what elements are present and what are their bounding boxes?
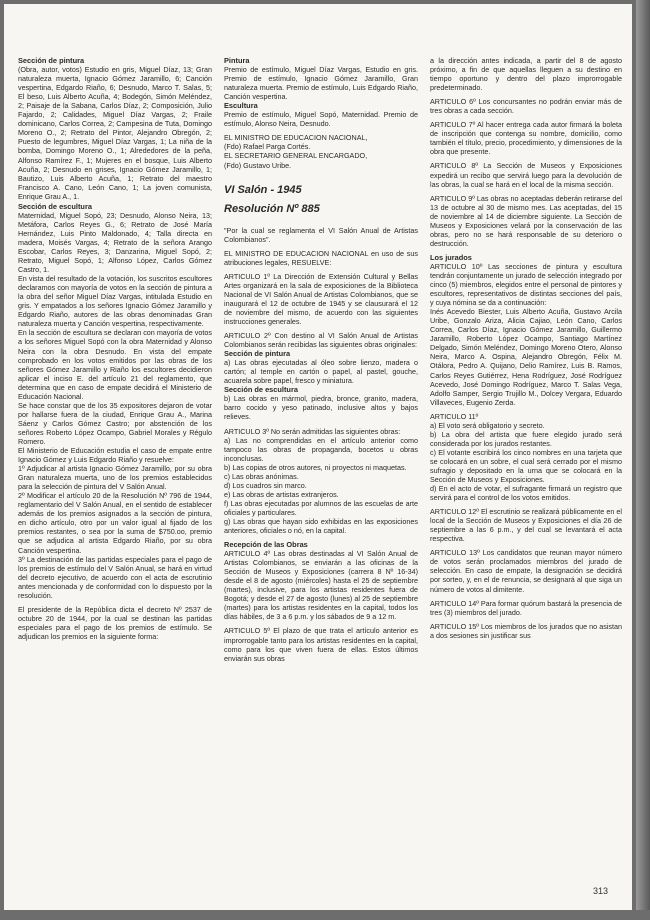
paragraph: ARTICULO 9º Las obras no aceptadas deberán retirarse del 13 de octubre al 30 de mismo mes. Las aceptadas, del 15 de noviembre al 14 de diciembre siguiente. La Sección de Museos y Exposiciones velará por la conservación de las obras, pero no se hará responsable de su deterioro o destrucción. [430,193,622,248]
document-page [4,4,632,910]
heading-escultura: Escultura [224,101,258,111]
heading-seccion-pintura: Sección de pintura [18,56,85,65]
signature-line: EL SECRETARIO GENERAL ENCARGADO, [224,151,368,161]
list-item: c) Las obras anónimas. [224,471,299,481]
signature-line: EL MINISTRO DE EDUCACION NACIONAL, [224,133,368,143]
paragraph: a la dirección antes indicada, a partir del 8 de agosto próximo, a fin de que aquellas lleguen a su destino en tiempo oportuno y dentro del plazo improrrogable predeterminado. [430,56,622,93]
list-item: a) El voto será obligatorio y secreto. [430,420,545,430]
paragraph: ARTICULO 13º Los candidatos que reunan mayor número de votos serán proclamados miembros del jurado de selección. En caso de empate, la designación se decidirá por sorteo, y, en el de renuncia, se designará al que siga un número de votos al dimitente. [430,548,622,594]
paragraph: ARTICULO 4º Las obras destinadas al VI Salón Anual de Artistas Colombianos, se enviarán a las oficinas de la Sección de Museos y Exposiciones (carrera 8 Nº 16-34) desde el 8 de agosto (miércoles) hasta el 25 de septiembre (martes), inclusive, para los artistas residentes fuera de Bogotá; y desde el 27 de agosto (lunes) al 25 de septiembre (martes) para los artistas residentes en la capital, todos los días hábiles, de 3 a 6 p.m. y los sábados de 9 a 12 m. [224,549,418,622]
resolution-title: Resolución Nº 885 [224,202,320,215]
paragraph: ARTICULO 5º El plazo de que trata el artículo anterior es improrrogable tanto para los artistas residentes en la capital, como para los que viven fuera de ellas. Estos últimos enviarán sus obras [224,626,418,663]
paragraph: ARTICULO 3º No serán admitidas las siguientes obras: [224,426,401,436]
paragraph: ARTICULO 6º Los concursantes no podrán enviar más de tres obras a cada sección. [430,97,622,116]
pintura-votes-list: (Obra, autor, votos) Estudio en gris, Miguel Díaz, 13; Gran naturaleza muerta, Ignacio Gómez Jaramillo, 6; Canción vespertina, Edgardo Riaño, 6; Desnudo, Marco T. Salas, 5; El beso, Luis Alberto Acuña, 4; Bodegón, Simón Meléndez, 2; Paisaje de la Sabana, Carlos Díaz, 2; Composición, Julio Fajardo, 2; Calidades, Miguel Díaz Vargas, 2; Fraile dominicano, Carlos Correa, 2; Campesina de Tuta, Domingo Moreno O., 2; Retrato del Pintor, Alejandro Obregón, 2; Puesto de legumbres, Miguel Díaz Vargas, 1; La niña de la bomba, Domingo Moreno O., 1; Alrededores de la peña, Alfonso Ramírez F., 1; Mujeres en el bosque, Luis Alberto Acuña, 2; Desnudo en grises, Ignacio Gómez Jaramillo, 1; Bautizo, Luis Alberto Acuña, 1; Retrato del maestro Francisco A. Cano, León Cano, 1; La joven comunista, Enrique Grau A., 1. [18,65,212,201]
paragraph: Se hace constar que de los 35 expositores dejaron de votar por hallarse fuera de la ciudad, Enrique Grau A., Marina Sáenz y Carlos Gómez Castro; por abstención de los señores Roberto López Ocampo, Gabriel Morales y Régulo Romero. [18,400,212,446]
column-middle [224,56,418,668]
list-item: d) Los cuadros sin marco. [224,480,307,490]
list-item: b) La obra del artista que fuere elegido jurado será considerada por los jurados restantes. [430,429,622,448]
list-item: c) El votante escribirá los cinco nombres en una tarjeta que se colocará en un sobre, el cual será cerrado por el mismo sufragio y depositado en la urna que se colocará en la Sección de Museos y Exposiciones. [430,447,622,485]
escultura-votes-list: Maternidad, Miguel Sopó, 23; Desnudo, Alonso Neira, 13; Metáfora, Carlos Reyes G., 6; Retrato de José María Hernández, Luis Pinto Maldonado, 4; Talla directa en madera, Moisés Vargas, 4; Retrato de la señora Arango Escobar, Carlos Reyes, 3; Danzarina, Miguel Sopó, 2; Retrato, Miguel Sopó, 1; Alfonso López, Carlos Gómez Castro, 1. [18,210,212,275]
heading-seccion-escultura: Sección de escultura [18,201,92,211]
paragraph: El Ministerio de Educación estudia el caso de empate entre Ignacio Gómez y Luis Edgardo Riaño y resuelve: [18,446,212,465]
signature-line: (Fdo) Rafael Parga Cortés. [224,142,311,152]
paragraph: ARTICULO 14º Para formar quórum bastará la presencia de tres (3) miembros del jurado. [430,598,622,617]
paragraph: b) Las obras en mármol, piedra, bronce, granito, madera, barro cocido y yeso patinado, inclusive altos y bajos relieves. [224,394,418,422]
paragraph: 2º Modificar el artículo 20 de la Resolución Nº 796 de 1944, reglamentario del V Salón Anual, en el sentido de establecer además de los premios asignados a la sección de pintura, en dicho artículo, otro por un valor igual al fijado de los premios restantes, o sea por la suma de $750.oo, premio que se adjudica al artista Edgardo Riaño, por su obra Canción vespertina. [18,491,212,555]
paragraph: ARTICULO 7º Al hacer entrega cada autor firmará la boleta de inscripción que contenga su nombre, domicilio, como también el título, precio, procedimiento, y dimensiones de la obra que presente. [430,120,622,157]
paragraph: ARTICULO 12º El escrutinio se realizará públicamente en el local de la Sección de Museos y Exposiciones el día 26 de septiembre a las 6 p.m., y del cual se levantará el acta respectiva. [430,507,622,544]
paragraph: ARTICULO 10º Las secciones de pintura y escultura tendrán conjuntamente un jurado de selección integrado por cinco (5) miembros, elegidos entre el personal de pintores y escultores, representativos de distintas secciones del país, y cuya nómina se da a continuación: [430,261,622,308]
paragraph: ARTICULO 2º Con destino al VI Salón Anual de Artistas Colombianos serán recibidas las siguientes obras originales: [224,331,418,350]
article-title: ARTICULO 11º [430,411,479,421]
paragraph: Premio de estímulo, Miguel Díaz Vargas, Estudio en gris. Premio de estímulo, Ignacio Gómez Jaramillo, Gran naturaleza muerta. Premio de estímulo, Luis Edgardo Riaño, Canción vespertina. [224,65,418,102]
paragraph: 3º La destinación de las partidas especiales para el pago de los premios de estímulo del V Salón Anual, se hará en virtud del decreto ejecutivo, de acuerdo con el acta de escrutinio antes mencionada y de conformidad con lo dispuesto por la resolución. [18,554,212,600]
list-item: b) Las copias de otros autores, ni proyectos ni maquetas. [224,462,407,472]
list-item: f) Las obras ejecutadas por alumnos de las escuelas de arte oficiales y particulares. [224,498,418,517]
signature-line: (Fdo) Gustavo Uribe. [224,160,292,170]
paragraph: 1º Adjudicar al artista Ignacio Gómez Jaramillo, por su obra Gran naturaleza muerta, uno de los premios establecidos para la selección de pintura del V Salón Anual. [18,464,212,492]
heading-seccion-escultura: Sección de escultura [224,385,298,395]
paragraph: EL MINISTRO DE EDUCACION NACIONAL en uso de sus atribuciones legales, RESUELVE: [224,248,418,267]
heading-pintura: Pintura [224,56,250,65]
jurors-list: Inés Acevedo Biester, Luis Alberto Acuña, Gustavo Arcila Uribe, Gonzalo Ariza, Alicia Cajiao, León Cano, Carlos Correa, Carlos Díaz, Ignacio Gómez Jaramillo, Guillermo Jaramillo, Roberto López Ocampo, Santiago Martínez Delgado, Simón Meléndez, Domingo Moreno Otero, Alonso Neira, Marco A. Ospina, Alejandro Obregón, Félix M. Otálora, Pedro A. Quijano, Delio Ramírez, Luis B. Ramos, Carlos Reyes Gutiérrez, Hena Rodríguez, José Rodríguez Acevedo, José Domingo Rodríguez, Marco T. Salas Vega, Adolfo Samper, Sergio Trujillo M., Dolcey Vergara, Eduardo Villaveces, Eugenio Zerda. [430,307,622,407]
list-item: g) Las obras que hayan sido exhibidas en las exposiciones anteriores, oficiales o nó, en la capital. [224,516,418,536]
heading-seccion-pintura: Sección de pintura [224,349,291,359]
signature-block [224,133,418,169]
list-item: e) Las obras de artistas extranjeros. [224,489,339,499]
paragraph: En la sección de escultura se declaran con mayoría de votos a los señores Miguel Sopó con la obra Maternidad y Alonso Neira con la obra Desnudo. En vista del empate comprobado en los votos emitidos por las obras de los señores Gómez Jaramillo y Riaño los escultores decidieron aplicar el inciso E. del artículo 21 del reglamento, que determina que en caso de empate decidirá el Ministerio de Educación Nacional. [18,328,212,401]
paragraph: ARTICULO 1º La Dirección de Extensión Cultural y Bellas Artes organizará en la sala de exposiciones de la Biblioteca Nacional de VI Salón Anual de Artistas Colombianos, que se inaugurará el 12 de octubre de 1945 y se clausurará el 12 de noviembre del mismo, de acuerdo con las siguientes instrucciones generales. [224,271,418,326]
page-edge-shadow [636,0,650,910]
column-right [430,56,622,645]
section-title: VI Salón - 1945 [224,183,302,196]
column-left [18,56,212,646]
list-item: d) En el acto de votar, el sufragante firmará un registro que servirá para el control de los votos emitidos. [430,484,622,503]
paragraph: a) Las obras ejecutadas al óleo sobre lienzo, madera o cartón; al temple en cartón o papel, al pastel, gouche, acuarela sobre papel, fresco y miniatura. [224,358,418,386]
page-number: 313 [592,886,608,896]
paragraph: El presidente de la República dicta el decreto Nº 2537 de octubre 20 de 1944, por la cual se destinan las partidas especiales para el pago de los premios de estímulo. Se adjudican los premios en la siguiente forma: [18,604,212,641]
heading-jurados: Los jurados [430,252,472,262]
paragraph: "Por la cual se reglamenta el VI Salón Anual de Artistas Colombianos". [224,225,418,244]
paragraph: Premio de estímulo, Miguel Sopó, Maternidad. Premio de estímulo, Alonso Neira, Desnudo. [224,110,418,129]
heading-recepcion: Recepción de las Obras [224,540,308,550]
paragraph: ARTICULO 15º Los miembros de los jurados que no asistan a dos sesiones sin justificar sus [430,621,622,640]
list-item: a) Las no comprendidas en el artículo anterior como tampoco las obras de propaganda, bocetos u obras inconclusas. [224,435,418,463]
paragraph: En vista del resultado de la votación, los suscritos escultores declaramos con mayoría de votos en la sección de pintura a la obra del señor Miguel Díaz Vargas, intitulada Estudio en gris. Y empatados a los señores Ignacio Gómez Jaramillo y Edgardo Riaño, autores de las obras denominadas Gran naturaleza muerta y Canción vespertina, respectivamente. [18,274,212,329]
paragraph: ARTICULO 8º La Sección de Museos y Exposiciones expedirá un recibo que servirá luego para la devolución de las obras, la cual se hará en el local de la misma sección. [430,161,622,189]
